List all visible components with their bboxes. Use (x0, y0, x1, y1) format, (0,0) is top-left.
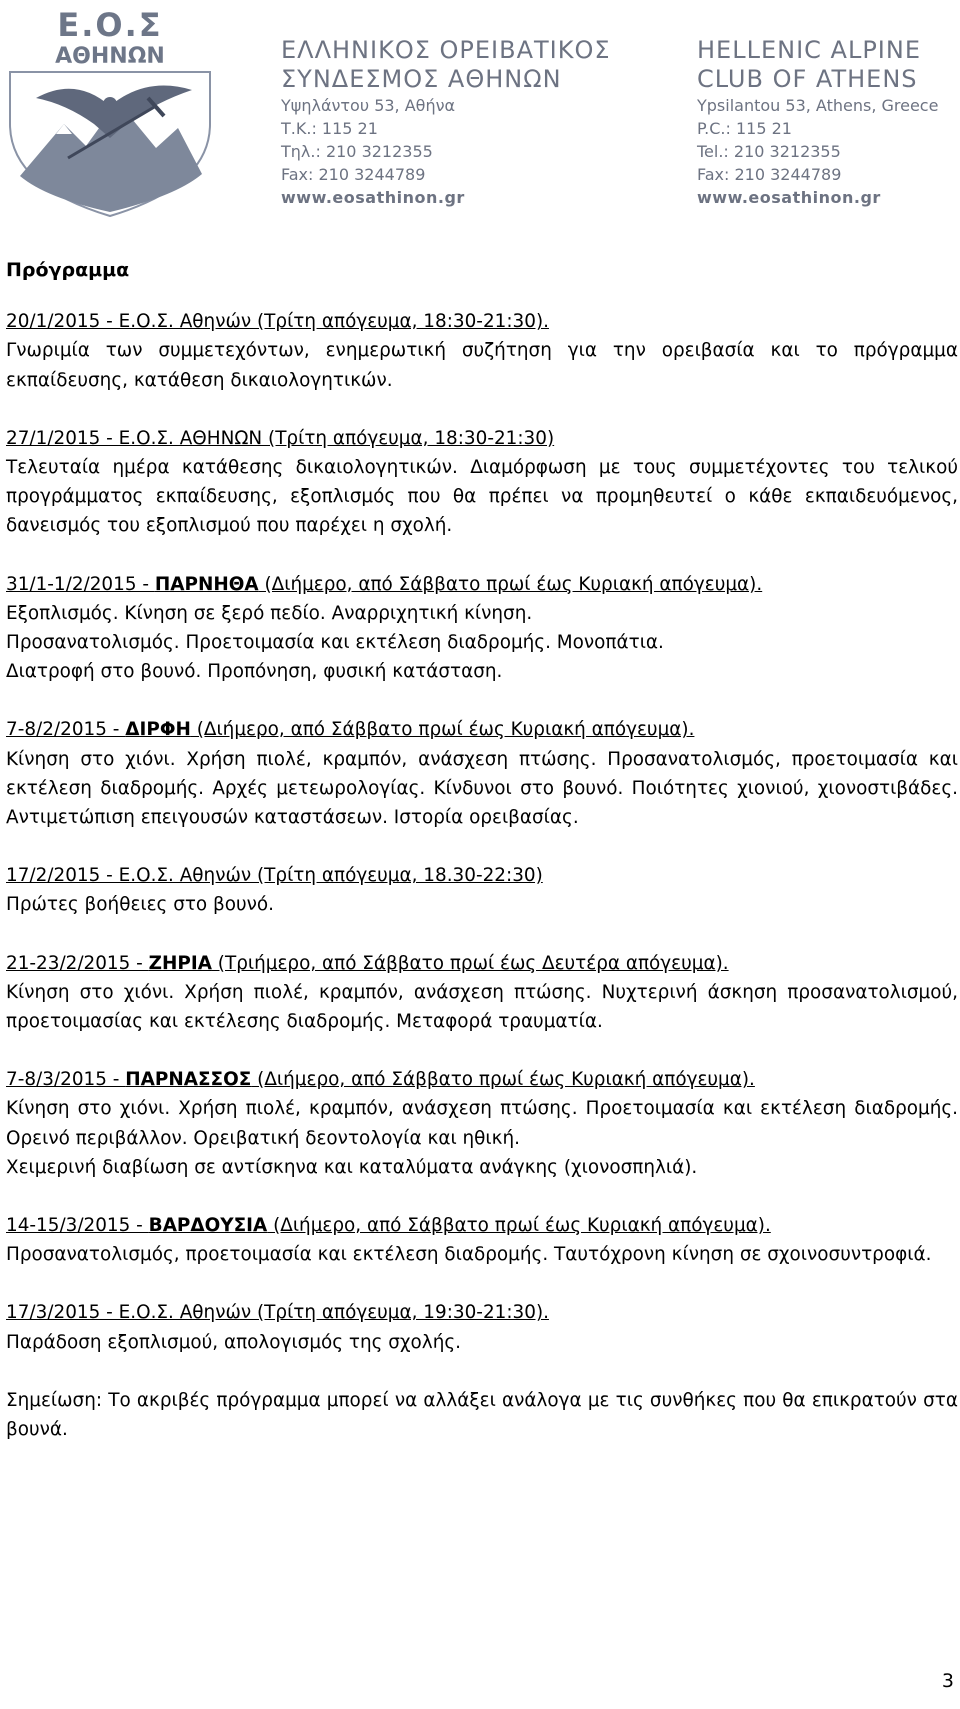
section-body: Κίνηση στο χιόνι. Χρήση πιολέ, κραμπόν, ανάσχεση πτώσης. Νυχτερινή άσκηση προσανατολισμού, προετοιμασίας και εκτέλεσης διαδρομής. Μεταφορά τραυματία. (6, 981, 958, 1033)
section-body: Γνωριμία των συμμετεχόντων, ενημερωτική συζήτηση για την ορειβασία και το πρόγραμμα εκπαίδευσης, κατάθεση δικαιολογητικών. (6, 340, 958, 391)
section-heading (6, 307, 958, 336)
section-line: Χειμερινή διαβίωση σε αντίσκηνα και καταλύματα ανάγκης (χιονοσπηλιά). (6, 1156, 698, 1178)
heading-details: (Διήμερο, από Σάββατο πρωί έως Κυριακή απόγευμα). (267, 1215, 771, 1237)
section-body: Παράδοση εξοπλισμού, απολογισμός της σχολής. (6, 1331, 461, 1353)
heading-text: 17/3/2015 - Ε.Ο.Σ. Αθηνών (Τρίτη απόγευμα, 19:30-21:30). (6, 1302, 549, 1324)
section-heading (6, 1298, 958, 1327)
heading-location: ΠΑΡΝΑΣΣΟΣ (125, 1069, 252, 1091)
greek-name-line2: ΣΥΝΔΕΣΜΟΣ ΑΘΗΝΩΝ (281, 65, 562, 93)
section-line: Διατροφή στο βουνό. Προπόνηση, φυσική κατάσταση. (6, 661, 503, 683)
heading-date: 14-15/3/2015 - (6, 1215, 149, 1237)
page-number: 3 (941, 1670, 954, 1692)
heading-details: (Τριήμερο, από Σάββατο πρωί έως Δευτέρα απόγευμα). (211, 952, 729, 974)
english-fax: Fax: 210 3244789 (697, 165, 842, 184)
program-section (6, 307, 958, 395)
heading-details: (Διήμερο, από Σάββατο πρωί έως Κυριακή απόγευμα). (251, 1069, 755, 1091)
section-body: Πρώτες βοήθειες στο βουνό. (6, 894, 275, 916)
program-section (6, 1065, 958, 1182)
section-line: Προσανατολισμός. Προετοιμασία και εκτέλεση διαδρομής. Μονοπάτια. (6, 632, 664, 654)
heading-details: (Διήμερο, από Σάββατο πρωί έως Κυριακή απόγευμα). (190, 719, 695, 741)
program-section (6, 1211, 958, 1269)
heading-date: 31/1-1/2/2015 - (6, 573, 155, 595)
english-name-line2: CLUB OF ATHENS (697, 65, 918, 93)
program-section (6, 715, 958, 832)
greek-address: Υψηλάντου 53, Αθήνα (281, 96, 456, 115)
greek-website: www.eosathinon.gr (281, 188, 465, 207)
english-postcode: P.C.: 115 21 (697, 119, 792, 138)
section-body: Κίνηση στο χιόνι. Χρήση πιολέ, κραμπόν, ανάσχεση πτώσης. Προσανατολισμός, προετοιμασία και εκτέλεση διαδρομής. Αρχές μετεωρολογίας. Κίνδυνοι στο βουνό. Ποιότητες χιονιού, χιονοστιβάδες. Αντιμετώπιση επειγουσών καταστάσεων. Ιστορία ορειβασίας. (6, 748, 958, 829)
program-section (6, 949, 958, 1037)
heading-date: 7-8/2/2015 - (6, 719, 126, 741)
greek-contact-block (281, 36, 611, 209)
english-website: www.eosathinon.gr (697, 188, 881, 207)
section-heading (6, 1211, 958, 1240)
section-body: Τελευταία ημέρα κατάθεσης δικαιολογητικών. Διαμόρφωση με τους συμμετέχοντες του τελικού προγράμματος εκπαίδευσης, εξοπλισμός που θα πρέπει να προμηθευτεί ο κάθε εκπαιδευόμενος, δανεισμός του εξοπλισμού που παρέχει η σχολή. (6, 457, 958, 537)
section-heading (6, 570, 958, 599)
letterhead (0, 0, 960, 225)
heading-text: 20/1/2015 - Ε.Ο.Σ. Αθηνών (Τρίτη απόγευμα, 18:30-21:30). (6, 311, 549, 333)
greek-fax: Fax: 210 3244789 (281, 165, 426, 184)
page-title: Πρόγραμμα (6, 259, 130, 281)
section-heading (6, 861, 958, 890)
program-section (6, 1298, 958, 1356)
greek-name-line1: ΕΛΛΗΝΙΚΟΣ ΟΡΕΙΒΑΤΙΚΟΣ (281, 36, 611, 64)
club-logo (6, 6, 214, 218)
heading-details: (Διήμερο, από Σάββατο πρωί έως Κυριακή απόγευμα). (258, 573, 763, 595)
section-heading (6, 1065, 958, 1094)
section-heading (6, 715, 958, 744)
program-section (6, 861, 958, 919)
heading-text: 27/1/2015 - Ε.Ο.Σ. ΑΘΗΝΩΝ (Τρίτη απόγευμα, 18:30-21:30) (6, 427, 555, 449)
logo-city: ΑΘΗΝΩΝ (55, 44, 165, 69)
section-line: Εξοπλισμός. Κίνηση σε ξερό πεδίο. Αναρριχητική κίνηση. (6, 602, 533, 624)
english-name-line1: HELLENIC ALPINE (697, 36, 921, 64)
greek-postcode: Τ.Κ.: 115 21 (281, 119, 378, 138)
program-section (6, 424, 958, 541)
greek-phone: Τηλ.: 210 3212355 (281, 142, 433, 161)
section-heading (6, 949, 958, 978)
heading-date: 7-8/3/2015 - (6, 1069, 126, 1091)
english-address: Ypsilantou 53, Athens, Greece (697, 96, 939, 115)
heading-location: ΒΑΡΔΟΥΣΙΑ (148, 1215, 268, 1237)
heading-location: ΠΑΡΝΗΘΑ (154, 573, 259, 595)
program-content (6, 256, 958, 1444)
section-body: Κίνηση στο χιόνι. Χρήση πιολέ, κραμπόν, ανάσχεση πτώσης. Προετοιμασία και εκτέλεση διαδρομής. Ορεινό περιβάλλον. Ορειβατική δεοντολογία και ηθική. (6, 1098, 958, 1149)
schedule-note: Σημείωση: Το ακριβές πρόγραμμα μπορεί να αλλάξει ανάλογα με τις συνθήκες που θα επικρατούν στα βουνά. (6, 1389, 958, 1441)
heading-location: ΖΗΡΙΑ (148, 952, 212, 974)
heading-location: ΔΙΡΦΗ (125, 719, 191, 741)
english-contact-block (697, 36, 938, 209)
program-section (6, 570, 958, 687)
heading-date: 21-23/2/2015 - (6, 952, 149, 974)
english-phone: Tel.: 210 3212355 (697, 142, 841, 161)
logo-abbreviation: Ε.Ο.Σ (57, 6, 163, 44)
section-heading (6, 424, 958, 453)
section-body: Προσανατολισμός, προετοιμασία και εκτέλεση διαδρομής. Ταυτόχρονη κίνηση σε σχοινοσυντροφιά. (6, 1244, 932, 1266)
heading-text: 17/2/2015 - Ε.Ο.Σ. Αθηνών (Τρίτη απόγευμα, 18.30-22:30) (6, 865, 543, 887)
